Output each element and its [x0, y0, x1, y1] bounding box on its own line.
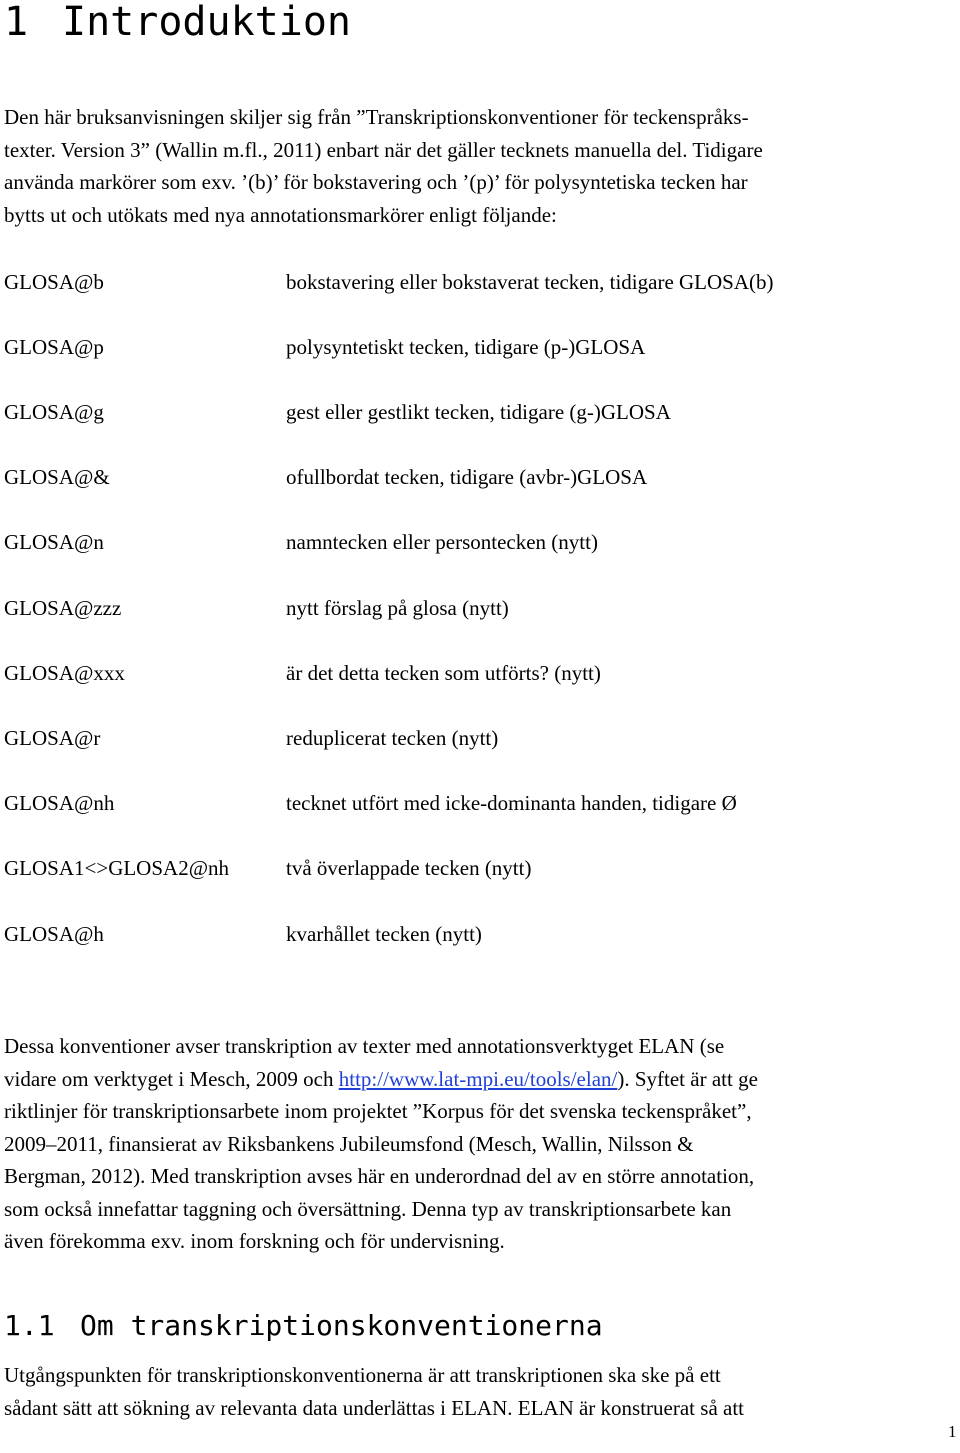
paragraph-line: Den här bruksanvisningen skiljer sig från ”Transkriptionskonventioner för teckenspråks-	[4, 105, 749, 129]
paragraph-line: Utgångspunkten för transkriptionskonventionerna är att transkriptionen ska ske på ett	[4, 1363, 721, 1387]
subsection-heading	[4, 1306, 603, 1346]
intro-paragraph	[4, 101, 954, 231]
paragraph-line	[4, 1063, 954, 1096]
section-heading	[4, 0, 351, 46]
subsection-number: 1.1	[4, 1309, 55, 1342]
marker-term: GLOSA@h	[4, 922, 104, 946]
marker-term: GLOSA@&	[4, 465, 110, 489]
paragraph-line: 2009–2011, finansierat av Riksbankens Jubileumsfond (Mesch, Wallin, Nilsson &	[4, 1131, 694, 1156]
paragraph-line: använda markörer som exv. ’(b)’ för bokstavering och ’(p)’ för polysyntetiska tecken har	[4, 170, 748, 194]
subsection-title: Om transkriptionskonventionerna	[80, 1309, 603, 1342]
marker-description: polysyntetiskt tecken, tidigare (p-)GLOSA	[286, 335, 646, 359]
marker-description: ofullbordat tecken, tidigare (avbr-)GLOSA	[286, 465, 648, 489]
body-paragraph	[4, 1359, 954, 1424]
page-number: 1	[948, 1422, 957, 1441]
paragraph-line: sådant sätt att sökning av relevanta data underlättas i ELAN. ELAN är konstruerat så att	[4, 1395, 745, 1420]
marker-description: nytt förslag på glosa (nytt)	[286, 596, 509, 620]
paragraph-line: texter. Version 3” (Wallin m.fl., 2011) enbart när det gäller tecknets manuella del. Tidigare	[4, 137, 763, 162]
marker-term: GLOSA@g	[4, 400, 104, 424]
paragraph-line: Bergman, 2012). Med transkription avses här en underordnad del av en större annotation,	[4, 1164, 755, 1188]
marker-description: tecknet utfört med icke-dominanta handen, tidigare Ø	[286, 791, 737, 815]
section-title: Introduktion	[62, 0, 351, 45]
paragraph-line: som också innefattar taggning och översättning. Denna typ av transkriptionsarbete kan	[4, 1196, 732, 1221]
marker-term: GLOSA1<>GLOSA2@nh	[4, 856, 230, 880]
paragraph-line: även förekomma exv. inom forskning och för undervisning.	[4, 1229, 505, 1253]
marker-term: GLOSA@p	[4, 335, 104, 359]
body-paragraph	[4, 1030, 954, 1258]
paragraph-line: riktlinjer för transkriptionsarbete inom projektet ”Korpus för det svenska teckenspråket”,	[4, 1099, 752, 1123]
text-span: vidare om verktyget i Mesch, 2009 och	[4, 1066, 339, 1091]
marker-description: kvarhållet tecken (nytt)	[286, 922, 482, 946]
marker-term: GLOSA@nh	[4, 791, 115, 815]
section-number: 1	[4, 0, 29, 45]
marker-term: GLOSA@xxx	[4, 661, 125, 685]
marker-description: är det detta tecken som utförts? (nytt)	[286, 661, 601, 685]
marker-description: namntecken eller persontecken (nytt)	[286, 530, 598, 554]
marker-description: två överlappade tecken (nytt)	[286, 856, 532, 880]
elan-link[interactable]: http://www.lat-mpi.eu/tools/elan/	[338, 1066, 618, 1091]
marker-description: reduplicerat tecken (nytt)	[286, 726, 499, 750]
marker-term: GLOSA@r	[4, 726, 101, 750]
paragraph-line: Dessa konventioner avser transkription av texter med annotationsverktyget ELAN (se	[4, 1034, 725, 1058]
paragraph-line: bytts ut och utökats med nya annotationsmarkörer enligt följande:	[4, 202, 557, 227]
text-span: ). Syftet är att ge	[617, 1066, 758, 1091]
marker-description: gest eller gestlikt tecken, tidigare (g-)GLOSA	[286, 400, 671, 424]
marker-term: GLOSA@n	[4, 530, 104, 554]
marker-term: GLOSA@zzz	[4, 596, 122, 620]
marker-description: bokstavering eller bokstaverat tecken, tidigare GLOSA(b)	[286, 270, 774, 294]
marker-term: GLOSA@b	[4, 270, 104, 294]
